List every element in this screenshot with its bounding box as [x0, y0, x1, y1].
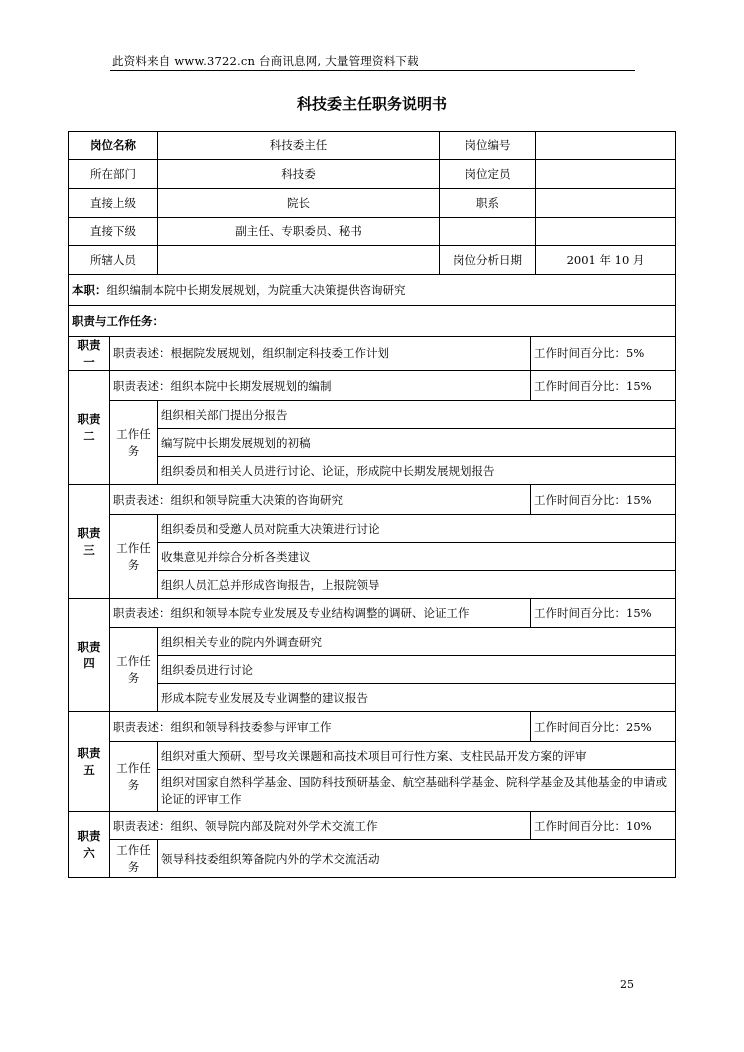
- job-family-value: [536, 189, 676, 218]
- task-item: 组织委员和相关人员进行讨论、论证，形成院中长期发展规划报告: [158, 457, 676, 485]
- task-label: 工作任务: [110, 515, 158, 599]
- task-item: 形成本院专业发展及专业调整的建议报告: [158, 684, 676, 712]
- duty-row: [69, 485, 676, 515]
- duty-description: 职责表述：组织和领导院重大决策的咨询研究: [110, 485, 531, 515]
- headcount-value: [536, 160, 676, 189]
- basic-duty-text: 组织编制本院中长期发展规划，为院重大决策提供咨询研究: [106, 282, 406, 297]
- document-title: 科技委主任职务说明书: [296, 95, 447, 113]
- duty-row: [69, 371, 676, 401]
- duty-description: 职责表述：组织和领导本院专业发展及专业结构调整的调研、论证工作: [110, 599, 531, 628]
- task-item: 组织对国家自然科学基金、国防科技预研基金、航空基础科学基金、院科学基金及其他基金的申请或论证的评审工作: [158, 770, 676, 812]
- duty-row: [69, 337, 676, 371]
- duty-label: 职责四: [69, 599, 110, 712]
- supervisor-value: 院长: [158, 189, 440, 218]
- task-item: 组织相关部门提出分报告: [158, 401, 676, 429]
- duty-description: 职责表述：组织和领导科技委参与评审工作: [110, 712, 531, 742]
- department-value: 科技委: [158, 160, 440, 189]
- blank-label: [440, 218, 536, 246]
- position-name-value: 科技委主任: [158, 132, 440, 160]
- duty-time-percent: 工作时间百分比：15%: [531, 371, 676, 401]
- info-row: [69, 160, 676, 189]
- basic-duty-row: [69, 275, 676, 306]
- duty-description: 职责表述：组织、领导院内部及院对外学术交流工作: [110, 812, 531, 840]
- headcount-label: 岗位定员: [440, 160, 536, 189]
- duty-time-percent: 工作时间百分比：15%: [531, 485, 676, 515]
- duty-description: 职责表述：组织本院中长期发展规划的编制: [110, 371, 531, 401]
- position-code-label: 岗位编号: [440, 132, 536, 160]
- job-family-label: 职系: [440, 189, 536, 218]
- task-label: 工作任务: [110, 628, 158, 712]
- task-row: [69, 656, 676, 684]
- blank-value: [536, 218, 676, 246]
- duty-time-percent: 工作时间百分比：25%: [531, 712, 676, 742]
- task-item: 组织人员汇总并形成咨询报告，上报院领导: [158, 571, 676, 599]
- task-row: [69, 543, 676, 571]
- task-row: [69, 742, 676, 770]
- task-item: 组织委员进行讨论: [158, 656, 676, 684]
- task-label: 工作任务: [110, 840, 158, 878]
- basic-duty-cell: [69, 275, 676, 306]
- position-code-value: [536, 132, 676, 160]
- header-divider: [110, 70, 635, 71]
- task-row: [69, 429, 676, 457]
- duty-row: [69, 812, 676, 840]
- info-row: [69, 132, 676, 160]
- task-row: [69, 515, 676, 543]
- department-label: 所在部门: [69, 160, 158, 189]
- task-item: 组织委员和受邀人员对院重大决策进行讨论: [158, 515, 676, 543]
- duty-row: [69, 599, 676, 628]
- task-row: [69, 628, 676, 656]
- job-description-table: [68, 131, 676, 878]
- duty-label: 职责三: [69, 485, 110, 599]
- task-item: 组织相关专业的院内外调查研究: [158, 628, 676, 656]
- task-item: 编写院中长期发展规划的初稿: [158, 429, 676, 457]
- info-row: [69, 218, 676, 246]
- task-item: 领导科技委组织筹备院内外的学术交流活动: [158, 840, 676, 878]
- duty-description: 职责表述：根据院发展规划，组织制定科技委工作计划: [110, 337, 531, 371]
- task-row: [69, 401, 676, 429]
- task-label: 工作任务: [110, 401, 158, 485]
- supervisor-label: 直接上级: [69, 189, 158, 218]
- page-number: 25: [620, 978, 634, 991]
- subordinates-value: 副主任、专职委员、秘书: [158, 218, 440, 246]
- position-name-label: 岗位名称: [69, 132, 158, 160]
- section-title: 职责与工作任务：: [69, 306, 676, 337]
- duty-label: 职责六: [69, 812, 110, 878]
- task-label: 工作任务: [110, 742, 158, 812]
- duty-row: [69, 712, 676, 742]
- task-row: [69, 770, 676, 812]
- duty-time-percent: 工作时间百分比：10%: [531, 812, 676, 840]
- duty-time-percent: 工作时间百分比：15%: [531, 599, 676, 628]
- task-item: 收集意见并综合分析各类建议: [158, 543, 676, 571]
- subordinates-label: 直接下级: [69, 218, 158, 246]
- task-row: [69, 840, 676, 878]
- info-row: [69, 246, 676, 275]
- analysis-date-label: 岗位分析日期: [440, 246, 536, 275]
- section-title-row: [69, 306, 676, 337]
- duty-label: 职责二: [69, 371, 110, 485]
- duty-time-percent: 工作时间百分比：5%: [531, 337, 676, 371]
- basic-duty-label: 本职：: [72, 282, 107, 297]
- task-row: [69, 684, 676, 712]
- staff-label: 所辖人员: [69, 246, 158, 275]
- duty-label: 职责一: [69, 337, 110, 371]
- info-row: [69, 189, 676, 218]
- task-row: [69, 457, 676, 485]
- task-row: [69, 571, 676, 599]
- source-header: 此资料来自 www.3722.cn 台商讯息网, 大量管理资料下载: [112, 54, 419, 68]
- task-item: 组织对重大预研、型号攻关课题和高技术项目可行性方案、支柱民品开发方案的评审: [158, 742, 676, 770]
- duty-label: 职责五: [69, 712, 110, 812]
- staff-value: [158, 246, 440, 275]
- analysis-date-value: 2001 年 10 月: [536, 246, 676, 275]
